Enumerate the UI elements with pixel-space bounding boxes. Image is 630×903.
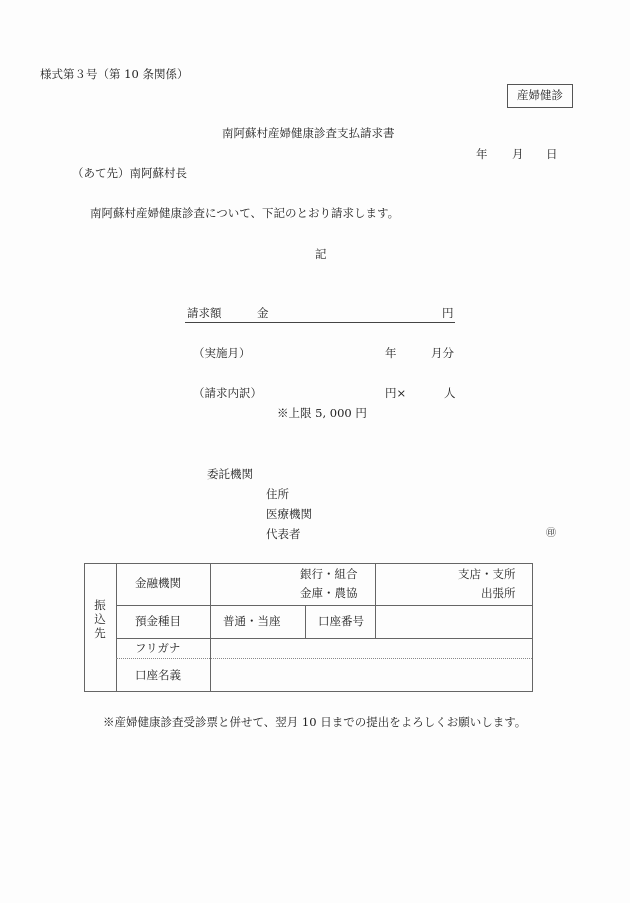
- date-month-label: 月: [512, 147, 524, 161]
- amount-field[interactable]: [185, 307, 455, 323]
- transfer-destination-label: 振込先: [94, 598, 106, 640]
- claim-detail-person: 人: [444, 386, 456, 400]
- amount-label: 請求額: [187, 306, 222, 320]
- address-label: 住所: [266, 487, 289, 501]
- category-badge: [507, 84, 573, 108]
- furigana-field[interactable]: [211, 639, 532, 658]
- addressee: （あて先）南阿蘇村長: [72, 166, 187, 180]
- document-title: 南阿蘇村産婦健康診査支払請求書: [222, 126, 395, 140]
- amount-unit: 円: [442, 306, 454, 320]
- form-number: 様式第３号（第 10 条関係）: [40, 67, 189, 81]
- institution-name-field[interactable]: [211, 564, 375, 605]
- branch-type-line1: 支店・支所: [458, 567, 516, 581]
- date-year-label: 年: [476, 147, 488, 161]
- body-text: 南阿蘇村産婦健康診査について、下記のとおり請求します。: [90, 206, 400, 220]
- account-number-field[interactable]: [376, 606, 532, 638]
- bank-transfer-table: [84, 563, 533, 692]
- institution-type-line2: 金庫・農協: [300, 586, 358, 600]
- implementation-year-unit: 年: [385, 346, 397, 360]
- branch-type-line2: 出張所: [481, 586, 516, 600]
- institution-label: 医療機関: [266, 507, 312, 521]
- amount-prefix: 金: [257, 306, 269, 320]
- table-divider: [305, 605, 306, 638]
- seal-icon: ㊞: [546, 528, 556, 539]
- footnote: ※産婦健康診査受診票と併せて、翌月 10 日までの提出をよろしくお願いします。: [103, 715, 527, 729]
- financial-institution-label: 金融機関: [135, 576, 181, 590]
- deposit-type-label: 預金種目: [135, 614, 181, 628]
- claim-detail-label: （請求内訳）: [193, 386, 262, 400]
- account-holder-label: 口座名義: [135, 668, 181, 682]
- deposit-type-options[interactable]: 普通・当座: [223, 614, 281, 628]
- furigana-label: フリガナ: [135, 641, 181, 655]
- institution-type-line1: 銀行・組合: [300, 567, 358, 581]
- date-day-label: 日: [546, 147, 558, 161]
- implementation-month-unit: 月分: [431, 346, 454, 360]
- account-holder-field[interactable]: [211, 659, 532, 691]
- consignee-label: 委託機関: [207, 467, 253, 481]
- category-label: 産婦健診: [517, 88, 563, 103]
- ki-heading: 記: [315, 247, 327, 261]
- representative-label: 代表者: [266, 527, 301, 541]
- implementation-month-label: （実施月）: [193, 346, 251, 360]
- table-divider: [116, 564, 117, 691]
- claim-detail-yen: 円×: [385, 386, 407, 400]
- limit-note: ※上限 5, 000 円: [277, 406, 367, 420]
- account-number-label: 口座番号: [318, 614, 364, 628]
- branch-name-field[interactable]: [376, 564, 532, 605]
